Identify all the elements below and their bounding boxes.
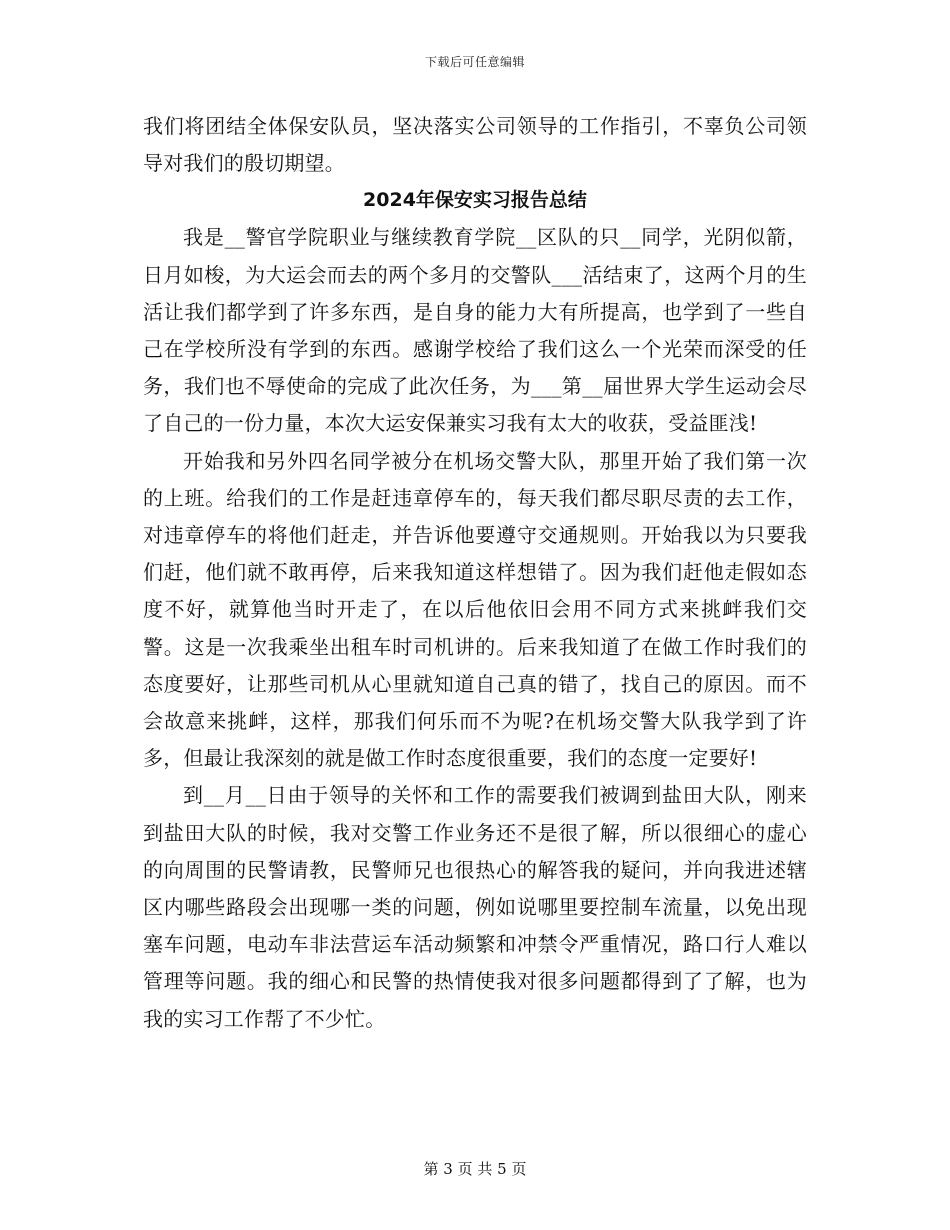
paragraph-3: 到__月__日由于领导的关怀和工作的需要我们被调到盐田大队，刚来到盐田大队的时候，我对交警工作业务还不是很了解，所以很细心的虚心的向周围的民警请教，民警师兄也很热心的解答我的疑问，并向我进述辖区内哪些路段会出现哪一类的问题，例如说哪里要控制车流量，以免出现塞车问题，电动车非法营运车活动频繁和冲禁令严重情况，路口行人难以管理等问题。我的细心和民警的热情使我对很多问题都得到了了解，也为我的实习工作帮了不少忙。 — [143, 783, 807, 1031]
page-number: 第 3 页 共 5 页 — [423, 1160, 527, 1178]
document-title: 2024年保安实习报告总结 — [363, 189, 587, 212]
paragraph-1: 我是__警官学院职业与继续教育学院__区队的只__同学，光阴似箭，日月如梭，为大运会而去的两个多月的交警队___活结束了，这两个月的生活让我们都学到了许多东西，是自身的能力大有所提高，也学到了一些自己在学校所没有学到的东西。感谢学校给了我们这么一个光荣而深受的任务，我们也不辱使命的完成了此次任务，为___第__届世界大学生运动会尽了自己的一份力量，本次大运安保兼实习我有太大的收获，受益匪浅! — [143, 225, 807, 436]
header-note: 下载后可任意编辑 — [424, 55, 525, 69]
intro-paragraph: 我们将团结全体保安队员，坚决落实公司领导的工作指引，不辜负公司领导对我们的殷切期望。 — [143, 114, 807, 176]
paragraph-2: 开始我和另外四名同学被分在机场交警大队，那里开始了我们第一次的上班。给我们的工作是赶违章停车的，每天我们都尽职尽责的去工作，对违章停车的将他们赶走，并告诉他要遵守交通规则。开始我以为只要我们赶，他们就不敢再停，后来我知道这样想错了。因为我们赶他走假如态度不好，就算他当时开走了，在以后他依旧会用不同方式来挑衅我们交警。这是一次我乘坐出租车时司机讲的。后来我知道了在做工作时我们的态度要好，让那些司机从心里就知道自己真的错了，找自己的原因。而不会故意来挑衅，这样，那我们何乐而不为呢?在机场交警大队我学到了许多，但最让我深刻的就是做工作时态度很重要，我们的态度一定要好! — [143, 448, 807, 771]
document-body — [143, 108, 807, 1038]
